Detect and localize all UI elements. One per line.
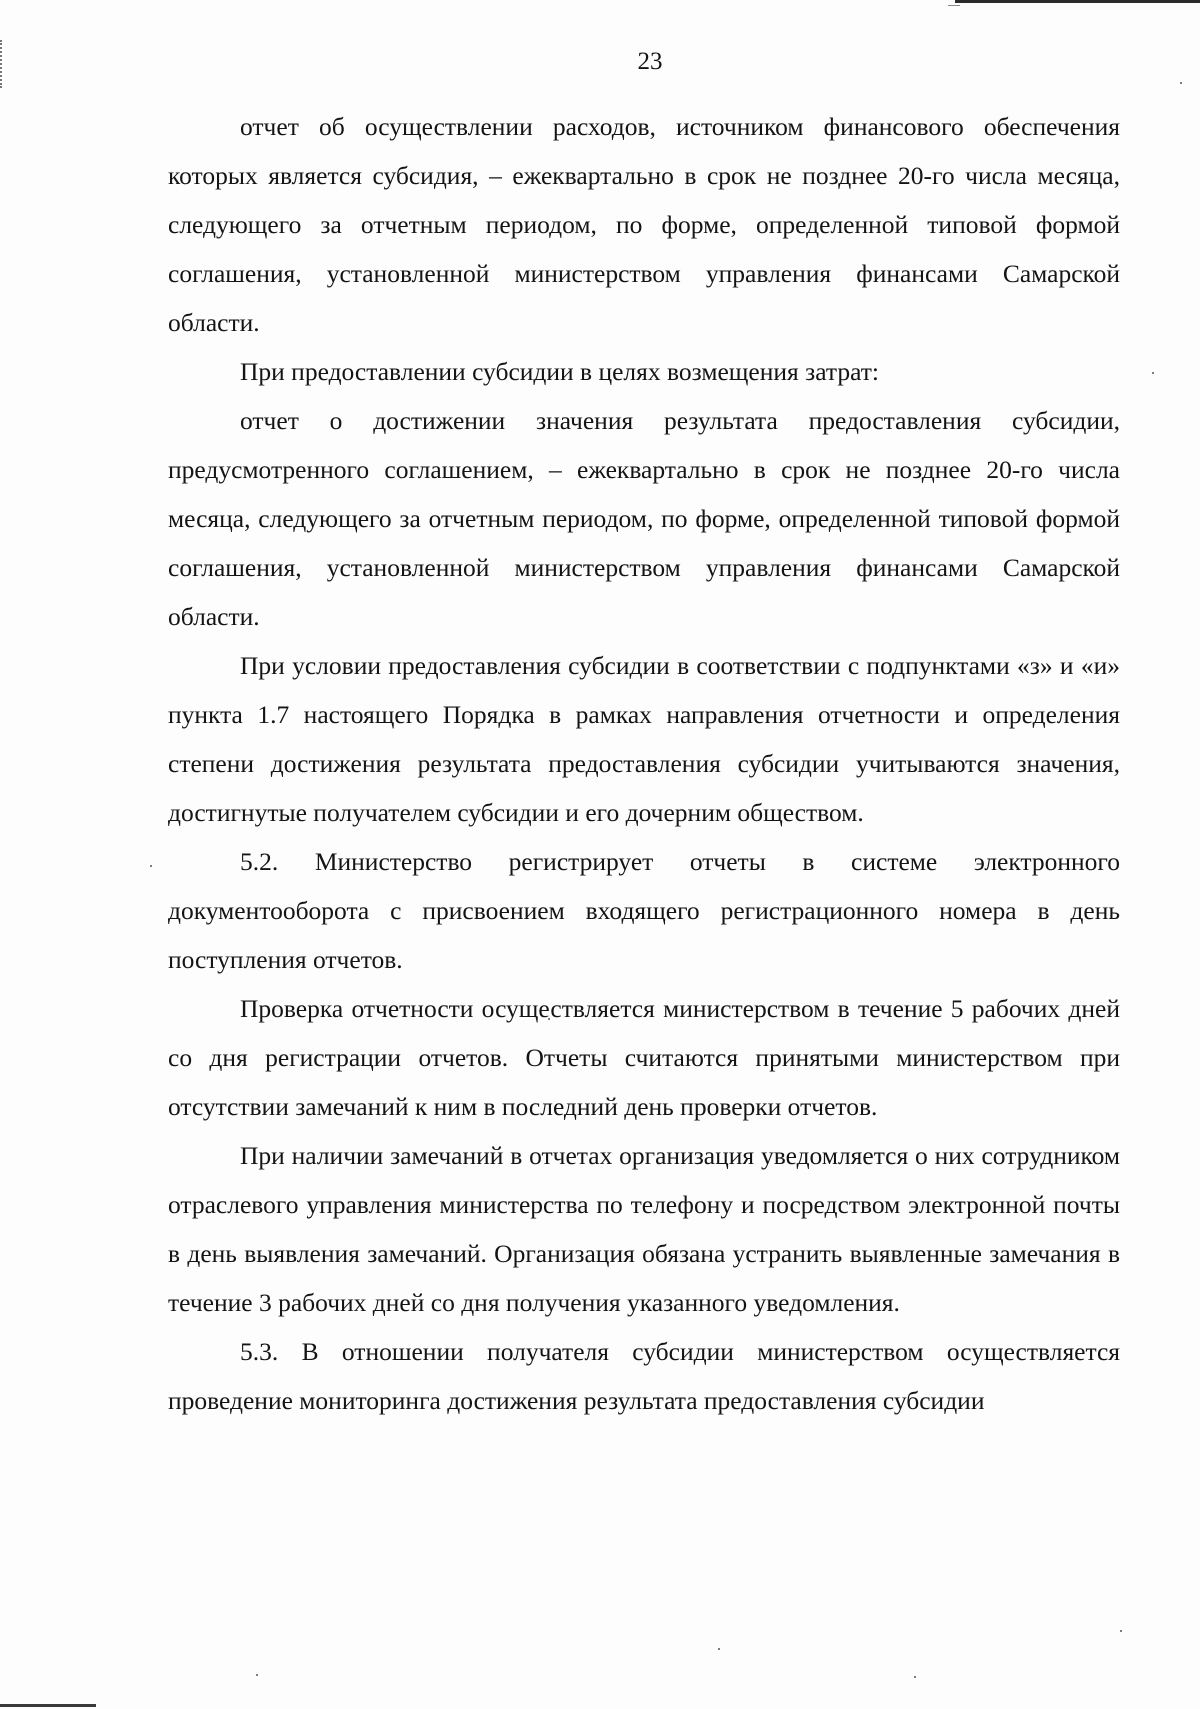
scan-speck bbox=[1152, 372, 1154, 374]
scan-edge-line bbox=[955, 0, 1200, 3]
scan-speck bbox=[150, 865, 152, 867]
paragraph: отчет об осуществлении расходов, источником финансового обеспечения которых является субсидия, – ежеквартально в срок не позднее 20-го числа месяца, следующего за отчетным периодом, по форме, определенной типовой формой соглашения, установленной министерством управления финансами Самарской области. bbox=[168, 112, 1120, 337]
paragraph: При наличии замечаний в отчетах организация уведомляется о них сотрудником отраслевого управления министерства по телефону и посредством электронной почты в день выявления замечаний. Организация обязана устранить выявленные замечания в течение 3 рабочих дней со дня получения указанного уведомления. bbox=[168, 1141, 1120, 1317]
scan-edge-line bbox=[948, 5, 960, 6]
paragraph: При предоставлении субсидии в целях возмещения затрат: bbox=[240, 357, 879, 386]
body-text bbox=[168, 102, 1120, 1425]
scan-edge-line bbox=[0, 1704, 96, 1707]
page-number: 23 bbox=[637, 48, 663, 75]
paragraph: При условии предоставления субсидии в соответствии с подпунктами «з» и «и» пункта 1.7 настоящего Порядка в рамках направления отчетности и определения степени достижения результата предоставления субсидии учитываются значения, достигнутые получателем субсидии и его дочерним обществом. bbox=[168, 651, 1120, 827]
scan-speck bbox=[1180, 82, 1182, 84]
paragraph: Проверка отчетности осуществляется министерством в течение 5 рабочих дней со дня регистрации отчетов. Отчеты считаются принятыми министерством при отсутствии замечаний к ним в последний день проверки отчетов. bbox=[168, 994, 1120, 1121]
scan-speck bbox=[256, 1674, 258, 1676]
scan-speck bbox=[718, 1648, 720, 1650]
paragraph: 5.3. В отношении получателя субсидии министерством осуществляется проведение мониторинга достижения результата предоставления субсидии bbox=[168, 1337, 1120, 1415]
paragraph: отчет о достижении значения результата предоставления субсидии, предусмотренного соглашением, – ежеквартально в срок не позднее 20-го числа месяца, следующего за отчетным периодом, по форме, определенной типовой формой соглашения, установленной министерством управления финансами Самарской области. bbox=[168, 406, 1120, 631]
paragraph: 5.2. Министерство регистрирует отчеты в системе электронного документооборота с присвоением входящего регистрационного номера в день поступления отчетов. bbox=[168, 847, 1120, 974]
scan-speck bbox=[914, 1676, 916, 1678]
scan-speck bbox=[1120, 1630, 1122, 1632]
